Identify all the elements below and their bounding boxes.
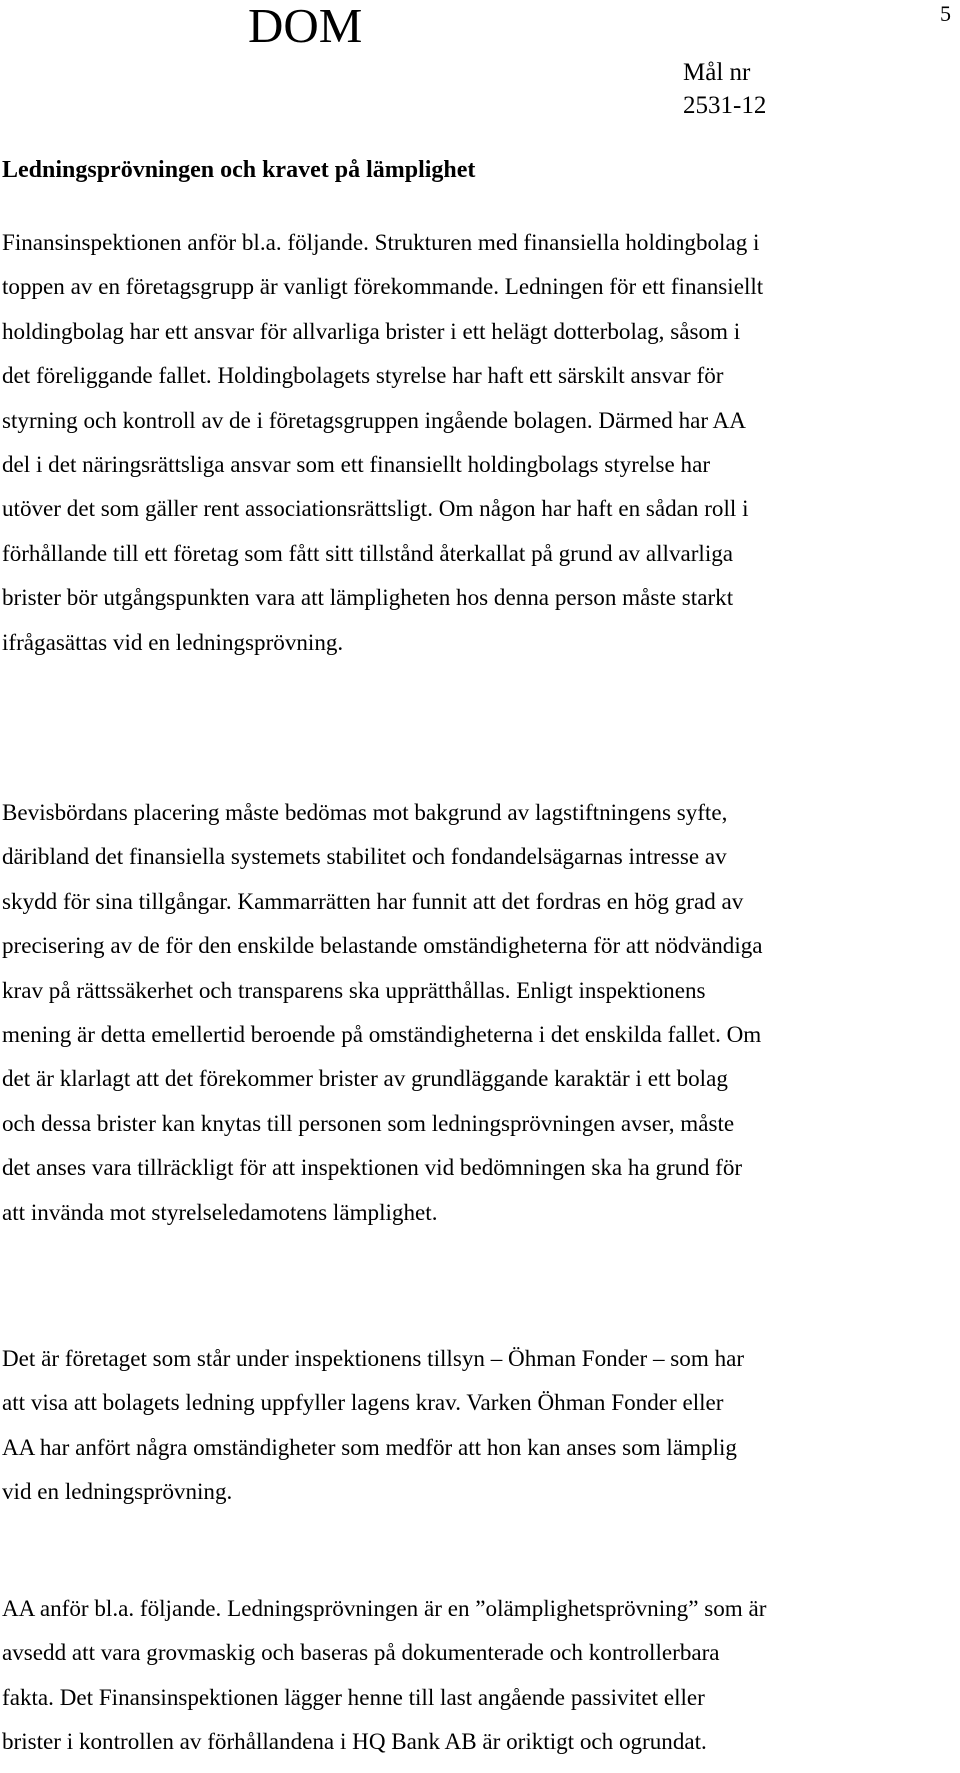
case-number-label: Mål nr	[683, 59, 751, 86]
paragraph-3	[2, 1336, 937, 1514]
text-line: AA har anfört några omständigheter som medför att hon kan anses som lämplig	[2, 1433, 737, 1460]
text-line: däribland det finansiella systemets stabilitet och fondandelsägarnas intresse av	[2, 843, 727, 870]
text-line: styrning och kontroll av de i företagsgruppen ingående bolagen. Därmed har AA	[2, 406, 746, 433]
document-type-title: DOM	[248, 0, 363, 53]
text-line: Finansinspektionen anför bl.a. följande. Strukturen med finansiella holdingbolag i	[2, 229, 760, 255]
text-line: brister i kontrollen av förhållandena i HQ Bank AB är oriktigt och ogrundat.	[2, 1728, 707, 1755]
text-line: skydd för sina tillgångar. Kammarrätten har funnit att det fordras en hög grad av	[2, 887, 744, 914]
text-line: AA anför bl.a. följande. Ledningsprövningen är en ”olämplighetsprövning” som är	[2, 1595, 767, 1621]
case-number-block	[683, 56, 766, 122]
text-line: Bevisbördans placering måste bedömas mot bakgrund av lagstiftningens syfte,	[2, 799, 728, 825]
text-line: ifrågasättas vid en ledningsprövning.	[2, 628, 344, 655]
text-line: fakta. Det Finansinspektionen lägger henne till last angående passivitet eller	[2, 1683, 705, 1710]
text-line: och dessa brister kan knytas till personen som ledningsprövningen avser, måste	[2, 1109, 735, 1136]
text-line: det är klarlagt att det förekommer brister av grundläggande karaktär i ett bolag	[2, 1065, 728, 1092]
text-line: holdingbolag har ett ansvar för allvarliga brister i ett helägt dotterbolag, såsom i	[2, 317, 741, 344]
text-line: avsedd att vara grovmaskig och baseras på dokumenterade och kontrollerbara	[2, 1639, 720, 1666]
text-line: krav på rättssäkerhet och transparens ska upprätthållas. Enligt inspektionens	[2, 976, 706, 1003]
paragraph-1	[2, 220, 937, 664]
paragraph-4	[2, 1586, 937, 1764]
text-line: brister bör utgångspunkten vara att lämpligheten hos denna person måste starkt	[2, 584, 734, 611]
text-line: det föreliggande fallet. Holdingbolagets styrelse har haft ett särskilt ansvar för	[2, 362, 724, 389]
text-line: utöver det som gäller rent associationsrättsligt. Om någon har haft en sådan roll i	[2, 495, 749, 522]
text-line: det anses vara tillräckligt för att inspektionen vid bedömningen ska ha grund för	[2, 1154, 743, 1181]
text-line: toppen av en företagsgrupp är vanligt förekommande. Ledningen för ett finansiellt	[2, 273, 764, 300]
text-line: vid en ledningsprövning.	[2, 1478, 233, 1505]
section-heading: Ledningsprövningen och kravet på lämplighet	[2, 157, 476, 183]
case-number-value: 2531-12	[683, 92, 767, 119]
text-line: precisering av de för den enskilde belastande omständigheterna för att nödvändiga	[2, 932, 763, 959]
text-line: Det är företaget som står under inspektionens tillsyn – Öhman Fonder – som har	[2, 1345, 745, 1371]
page-number: 5	[940, 1, 951, 26]
text-line: att visa att bolagets ledning uppfyller lagens krav. Varken Öhman Fonder eller	[2, 1389, 724, 1416]
text-line: mening är detta emellertid beroende på omständigheterna i det enskilda fallet. Om	[2, 1020, 762, 1047]
paragraph-2	[2, 790, 937, 1234]
text-line: att invända mot styrelseledamotens lämplighet.	[2, 1198, 438, 1225]
text-line: del i det näringsrättsliga ansvar som ett finansiellt holdingbolags styrelse har	[2, 450, 711, 477]
text-line: förhållande till ett företag som fått sitt tillstånd återkallat på grund av allvarliga	[2, 539, 734, 566]
